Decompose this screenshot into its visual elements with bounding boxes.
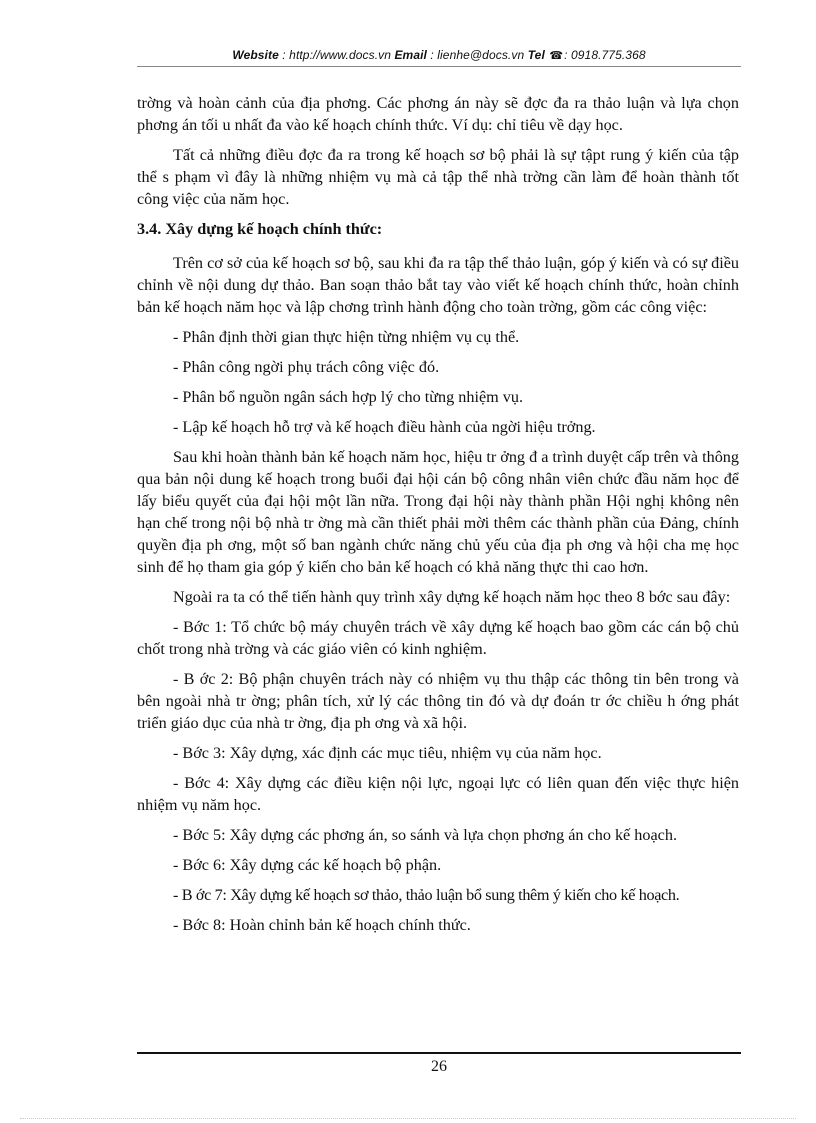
list-item: - Phân bổ nguồn ngân sách hợp lý cho từng nhiệm vụ. bbox=[173, 388, 524, 406]
step-item: - Bớc 8: Hoàn chỉnh bản kế hoạch chính thức. bbox=[173, 916, 471, 934]
step-item: - Bớc 5: Xây dựng các phơng án, so sánh và lựa chọn phơng án cho kế hoạch. bbox=[173, 826, 677, 844]
tel-value: : 0918.775.368 bbox=[564, 48, 646, 62]
section-heading: 3.4. Xây dựng kế hoạch chính thức: bbox=[137, 220, 383, 238]
phone-icon: ☎ bbox=[549, 50, 564, 62]
website-label: Website bbox=[232, 48, 279, 62]
paragraph: Trên cơ sở của kế hoạch sơ bộ, sau khi đa ra tập thể thảo luận, góp ý kiến và có sự điều chỉnh về nội dung dự thảo. Ban soạn thảo bắt tay vào viết kế hoạch chính thức, hoàn chỉnh bản kế hoạch năm học và lập chơng trình hành động cho toàn trờng, gồm các công việc: bbox=[137, 254, 739, 316]
document-body bbox=[137, 92, 739, 944]
step-item: - B ớc 2: Bộ phận chuyên trách này có nhiệm vụ thu thập các thông tin bên trong và bên ngoài nhà tr ờng; phân tích, xử lý các thông tin đó và dự đoán tr ớc chiều h ớng phát triển giáo dục của nhà tr ờng, địa ph ơng và xã hội. bbox=[137, 670, 739, 732]
website-url[interactable]: : http://www.docs.vn bbox=[282, 48, 392, 62]
list-item: - Lập kế hoạch hỗ trợ và kế hoạch điều hành của ngời hiệu trởng. bbox=[173, 418, 596, 436]
step-item: - Bớc 4: Xây dựng các điều kiện nội lực, ngoại lực có liên quan đến việc thực hiện nhiệm vụ năm học. bbox=[137, 774, 739, 814]
paragraph: Ngoài ra ta có thể tiến hành quy trình xây dựng kế hoạch năm học theo 8 bớc sau đây: bbox=[173, 588, 731, 606]
step-item: - Bớc 1: Tổ chức bộ máy chuyên trách về xây dựng kế hoạch bao gồm các cán bộ chủ chốt trong nhà trờng và các giáo viên có kinh nghiệm. bbox=[137, 618, 739, 658]
email-value[interactable]: : lienhe@docs.vn bbox=[430, 48, 525, 62]
email-label: Email bbox=[394, 48, 427, 62]
paragraph: Tất cả những điều đợc đa ra trong kế hoạch sơ bộ phải là sự tậpt rung ý kiến của tập thể s phạm vì đây là những nhiệm vụ mà cả tập thể nhà trờng cần làm để hoàn thành tốt công việc của năm học. bbox=[137, 146, 739, 208]
step-item: - Bớc 6: Xây dựng các kế hoạch bộ phận. bbox=[173, 856, 442, 874]
page-header bbox=[137, 48, 741, 62]
paragraph: Sau khi hoàn thành bản kế hoạch năm học, hiệu tr ởng đ a trình duyệt cấp trên và thông qua bản nội dung kế hoạch trong buổi đại hội cán bộ công nhân viên chức đầu năm học để lấy biểu quyết của đại hội một lần nữa. Trong đại hội này thành phần Hội nghị không nên hạn chế trong nội bộ nhà tr ờng mà cần thiết phải mời thêm các thành phần của Đảng, chính quyền địa ph ơng, một số ban ngành chức năng chủ yếu của địa ph ơng và hội cha mẹ học sinh để họ tham gia góp ý kiến cho bản kế hoạch có khả năng thực thi cao hơn. bbox=[137, 448, 739, 576]
step-item: - B ớc 7: Xây dựng kế hoạch sơ thảo, thảo luận bổ sung thêm ý kiến cho kế hoạch. bbox=[173, 886, 680, 904]
step-item: - Bớc 3: Xây dựng, xác định các mục tiêu, nhiệm vụ của năm học. bbox=[173, 744, 602, 762]
page-bottom-border bbox=[20, 1118, 796, 1119]
paragraph: trờng và hoàn cảnh của địa phơng. Các phơng án này sẽ đợc đa ra thảo luận và lựa chọn phơng án tối u nhất đa vào kế hoạch chính thức. Ví dụ: chỉ tiêu về dạy học. bbox=[137, 94, 739, 134]
list-item: - Phân công ngời phụ trách công việc đó. bbox=[173, 358, 440, 376]
footer-divider bbox=[137, 1052, 741, 1054]
list-item: - Phân định thời gian thực hiện từng nhiệm vụ cụ thể. bbox=[173, 328, 520, 346]
header-divider bbox=[137, 66, 741, 67]
page-number: 26 bbox=[431, 1058, 447, 1075]
tel-label: Tel bbox=[527, 48, 545, 62]
